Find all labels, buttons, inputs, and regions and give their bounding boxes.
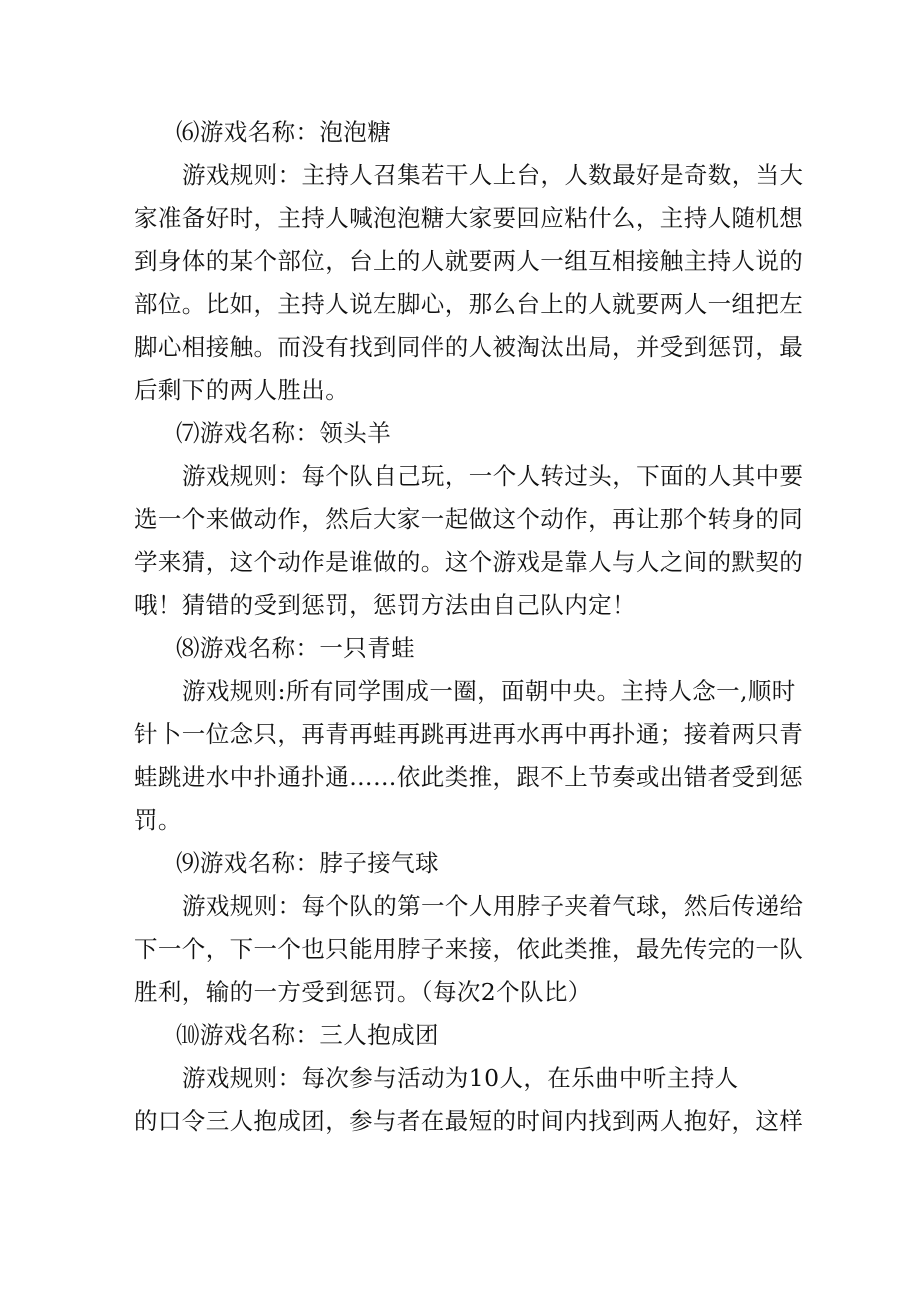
paragraph-line: 游戏规则：每个队自己玩，一个人转过头，下面的人其中要 bbox=[182, 462, 804, 490]
heading-game-7: ⑺游戏名称：领头羊 bbox=[176, 419, 392, 447]
paragraph-line: 罚。 bbox=[134, 806, 182, 834]
heading-game-6: ⑹游戏名称：泡泡糖 bbox=[176, 118, 392, 146]
paragraph-line: 下一个，下一个也只能用脖子来接，依此类推，最先传完的一队 bbox=[134, 935, 804, 963]
paragraph-line: 选一个来做动作，然后大家一起做这个动作，再让那个转身的同 bbox=[134, 505, 804, 533]
heading-game-10: ⑽游戏名称：三人抱成团 bbox=[176, 1021, 439, 1049]
heading-game-9: ⑼游戏名称：脖子接气球 bbox=[176, 849, 439, 877]
paragraph-line: 针卜一位念只，再青再蛙再跳再进再水再中再扑通；接着两只青 bbox=[134, 720, 804, 748]
paragraph-line: 哦！猜错的受到惩罚，惩罚方法由自己队内定！ bbox=[134, 591, 636, 619]
paragraph-line: 学来猜，这个动作是谁做的。这个游戏是靠人与人之间的默契的 bbox=[134, 548, 804, 576]
paragraph-line: 到身体的某个部位，台上的人就要两人一组互相接触主持人说的 bbox=[134, 247, 804, 275]
heading-game-8: ⑻游戏名称：一只青蛙 bbox=[176, 634, 415, 662]
paragraph-line: 胜利，输的一方受到惩罚。（每次2个队比） bbox=[134, 978, 592, 1006]
paragraph-line: 的口令三人抱成团，参与者在最短的时间内找到两人抱好，这样 bbox=[134, 1107, 804, 1135]
paragraph-line: 游戏规则：每个队的第一个人用脖子夹着气球，然后传递给 bbox=[182, 892, 804, 920]
paragraph-line: 游戏规则:所有同学围成一圈，面朝中央。主持人念一,顺时 bbox=[182, 677, 796, 705]
paragraph-line: 脚心相接触。而没有找到同伴的人被淘汰出局，并受到惩罚，最 bbox=[134, 333, 804, 361]
paragraph-line: 蛙跳进水中扑通扑通……依此类推，跟不上节奏或出错者受到惩 bbox=[134, 763, 804, 791]
paragraph-line: 游戏规则：主持人召集若干人上台，人数最好是奇数，当大 bbox=[182, 161, 804, 189]
paragraph-line: 家准备好时，主持人喊泡泡糖大家要回应粘什么，主持人随机想 bbox=[134, 204, 804, 232]
paragraph-line: 后剩下的两人胜出。 bbox=[134, 376, 350, 404]
paragraph-line: 游戏规则：每次参与活动为10人，在乐曲中听主持人 bbox=[182, 1064, 739, 1092]
paragraph-line: 部位。比如，主持人说左脚心，那么台上的人就要两人一组把左 bbox=[134, 290, 804, 318]
